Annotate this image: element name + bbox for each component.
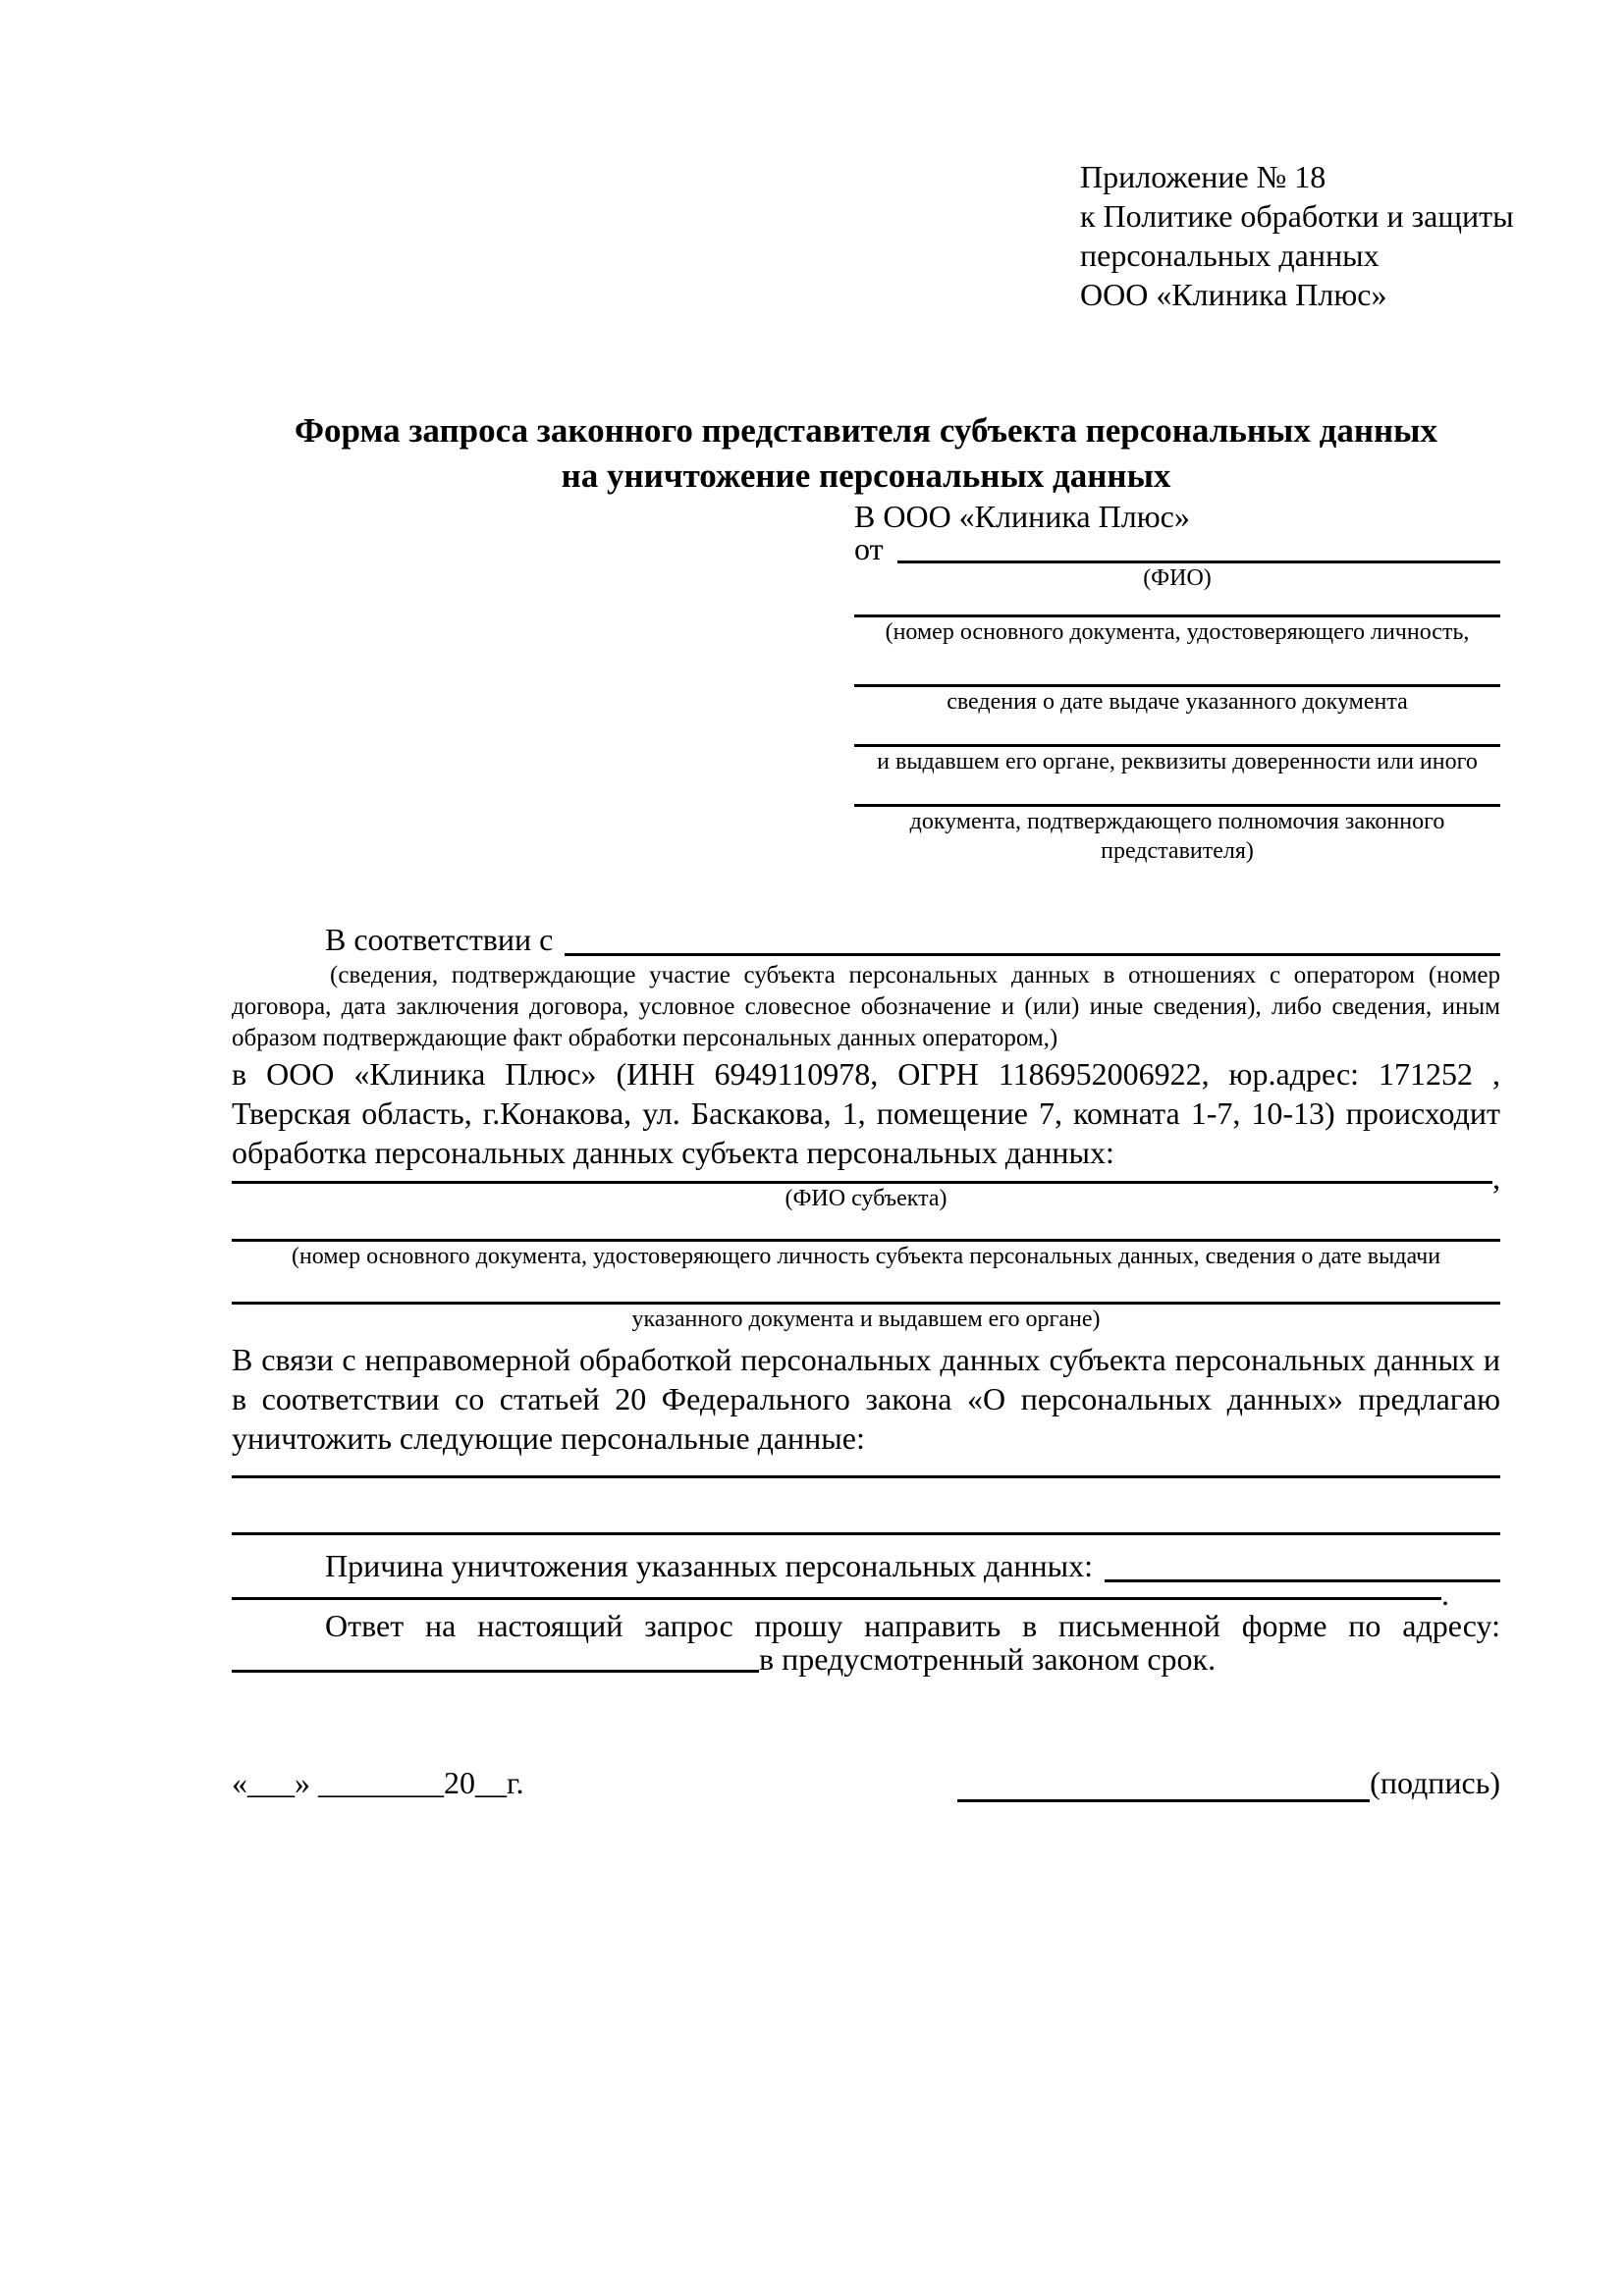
accordance-label: В соответствии с bbox=[325, 922, 554, 957]
reply-address-row bbox=[232, 1641, 1500, 1677]
from-row bbox=[854, 531, 1500, 566]
data-blank-line-1 bbox=[232, 1475, 1500, 1478]
reason-label: Причина уничтожения указанных персональных данных: bbox=[325, 1548, 1094, 1583]
doc-field-caption-4: документа, подтверждающего полномочия законного представителя) bbox=[909, 809, 1445, 864]
doc-field-caption-3: и выдавшем его органе, реквизиты доверенности или иного bbox=[877, 749, 1478, 774]
doc-field-caption-2: сведения о дате выдаче указанного документа bbox=[947, 689, 1408, 715]
doc-field-group bbox=[854, 647, 1500, 717]
appendix-block bbox=[1080, 157, 1514, 314]
date-line: «___» ________20__г. bbox=[232, 1765, 524, 1800]
appendix-line: персональных данных bbox=[1080, 238, 1380, 273]
reply-paragraph: Ответ на настоящий запрос прошу направить в письменной форме по адресу: bbox=[325, 1608, 1500, 1643]
unlawful-paragraph: В связи с неправомерной обработкой персональных данных субъекта персональных данных и в соответствии со статьей 20 Федерального закона «О персональных данных» предлагаю уничтожить следующие персональные данные: bbox=[232, 1342, 1500, 1456]
subject-fio-row bbox=[232, 1160, 1500, 1196]
trailing-comma: , bbox=[1492, 1160, 1500, 1196]
accordance-fineprint: (сведения, подтверждающие участие субъекта персональных данных в отношениях с оператором (номер договора, дата заключения договора, условное словесное обозначение и (или) иные сведения), либо сведения, иным образом подтверждающие факт обработки персональных данных оператором,) bbox=[232, 962, 1500, 1051]
form-title-line-2: на уничтожение персональных данных bbox=[561, 456, 1171, 495]
footer-row bbox=[232, 1763, 1500, 1802]
fio-caption: (ФИО) bbox=[1143, 565, 1212, 591]
doc-field-line-4 bbox=[854, 776, 1500, 807]
subject-fio-caption: (ФИО субъекта) bbox=[785, 1186, 947, 1211]
doc-field-line-2 bbox=[854, 647, 1500, 687]
signature-line bbox=[957, 1799, 1370, 1802]
doc-field-caption-1: (номер основного документа, удостоверяющего личность, bbox=[885, 619, 1470, 645]
doc-field-line-3 bbox=[854, 717, 1500, 747]
appendix-line: к Политике обработки и защиты bbox=[1080, 198, 1514, 234]
reply-tail: в предусмотренный законом срок. bbox=[759, 1641, 1217, 1677]
accordance-field-line bbox=[565, 953, 1500, 956]
doc-field-group bbox=[854, 776, 1500, 866]
address-field-line bbox=[232, 1670, 759, 1673]
trailing-period: . bbox=[1441, 1576, 1449, 1612]
doc-field-group bbox=[854, 717, 1500, 776]
signature-caption: (подпись) bbox=[1370, 1765, 1500, 1800]
form-title bbox=[232, 408, 1500, 499]
reason-continuation-row bbox=[232, 1576, 1500, 1612]
operator-paragraph: в ООО «Клиника Плюс» (ИНН 6949110978, ОГРН 1186952006922, юр.адрес: 171252 , Тверская область, г.Конакова, ул. Баскакова, 1, помещение 7, комната 1-7, 10-13) происходит обработка персональных данных субъекта персональных данных: bbox=[232, 1056, 1500, 1170]
addressee-block bbox=[854, 499, 1500, 866]
doc-field-group bbox=[854, 593, 1500, 647]
appendix-line: ООО «Клиника Плюс» bbox=[1080, 277, 1387, 312]
doc-field-line-1 bbox=[854, 593, 1500, 617]
subject-doc-caption-1: (номер основного документа, удостоверяющего личность субъекта персональных данных, сведения о дате выдачи bbox=[291, 1244, 1441, 1269]
reason-row bbox=[232, 1545, 1500, 1586]
accordance-row bbox=[232, 919, 1500, 960]
form-title-line-1: Форма запроса законного представителя субъекта персональных данных bbox=[295, 411, 1437, 450]
subject-doc-caption-2: указанного документа и выдавшем его органе) bbox=[631, 1307, 1101, 1332]
appendix-line: Приложение № 18 bbox=[1080, 159, 1326, 194]
from-label: от bbox=[854, 531, 884, 566]
signature-group bbox=[957, 1763, 1500, 1802]
reason-continuation-line bbox=[232, 1597, 1441, 1600]
data-blank-line-2 bbox=[232, 1532, 1500, 1535]
addressee-to: В ООО «Клиника Плюс» bbox=[854, 499, 1190, 534]
